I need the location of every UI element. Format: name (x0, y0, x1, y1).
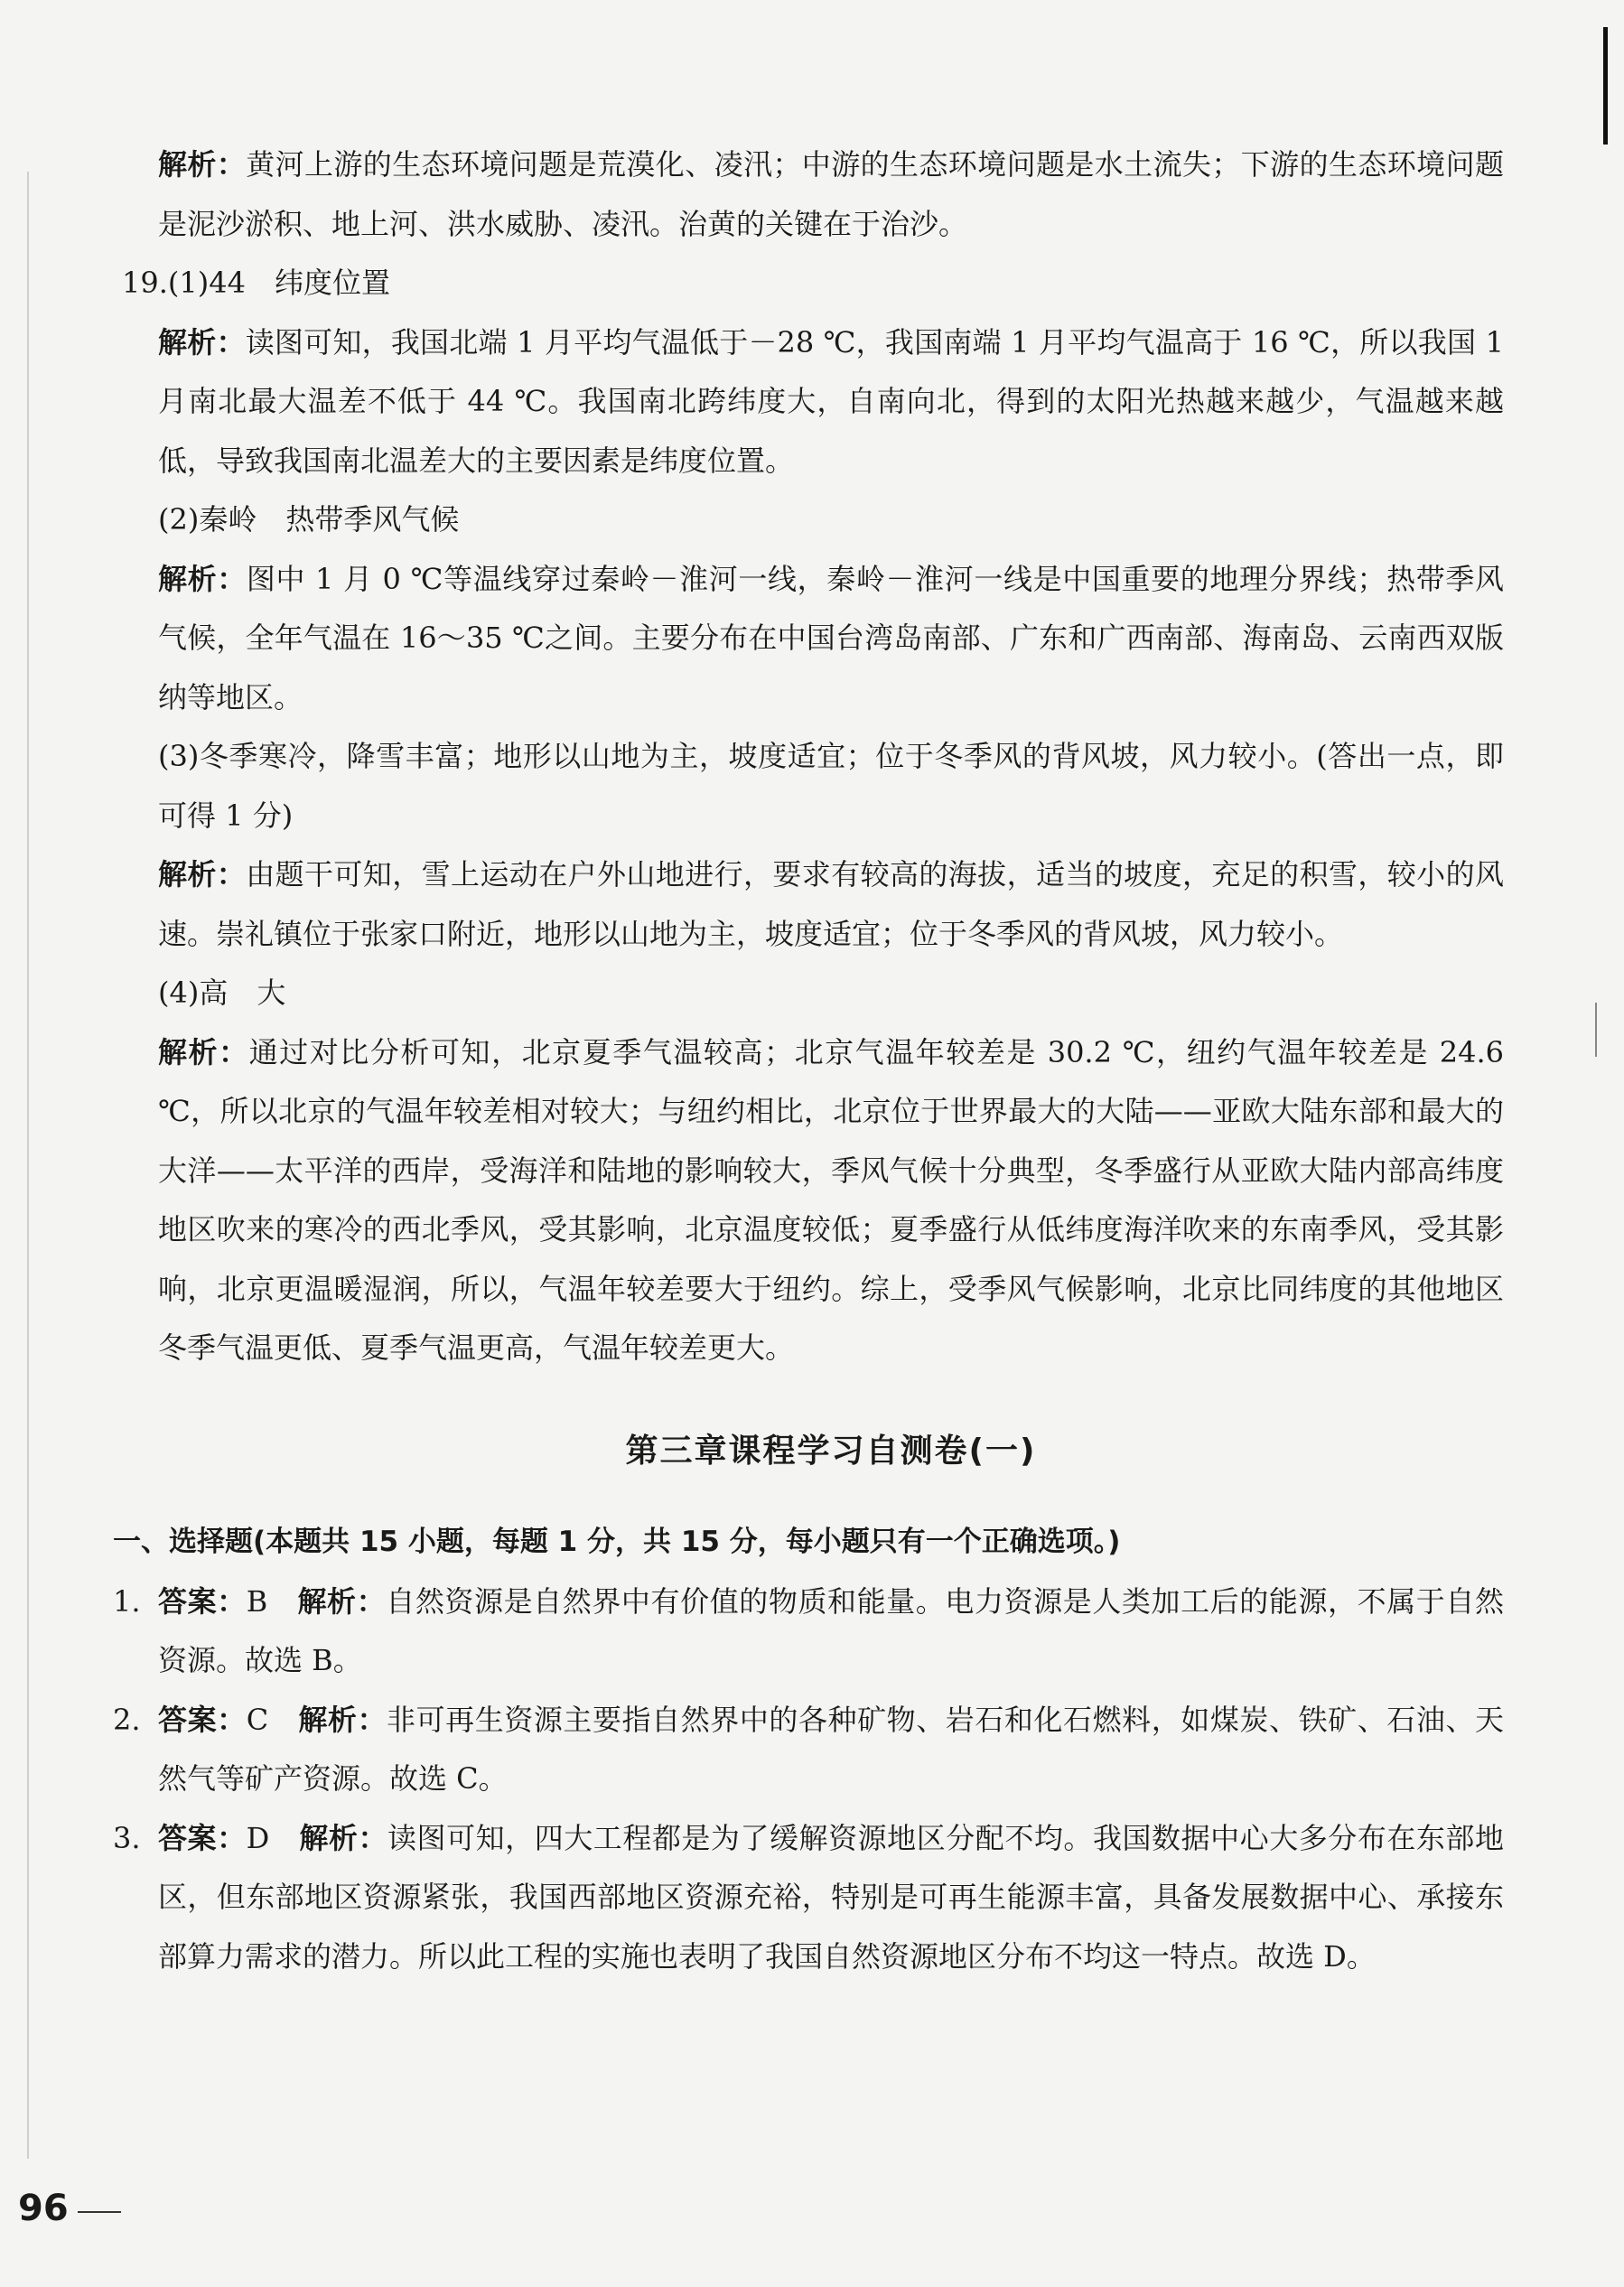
answer-number: 1. (113, 1583, 141, 1619)
q19-part-1-analysis (158, 313, 1504, 491)
analysis-text: 自然资源是自然界中有价值的物质和能量。电力资源是人类加工后的能源，不属于自然资源。故选 B。 (158, 1583, 1504, 1677)
answer-number: 2. (113, 1702, 141, 1737)
answer-item-2 (113, 1691, 1504, 1809)
analysis-text: 读图可知，我国北端 1 月平均气温低于－28 ℃，我国南端 1 月平均气温高于 16 ℃，所以我国 1 月南北最大温差不低于 44 ℃。我国南北跨纬度大，自南向北，得到的太阳光热越来越少，气温越来越低，导致我国南北温差大的主要因素是纬度位置。 (158, 324, 1504, 478)
binding-mark-small (1595, 1003, 1597, 1057)
answer-content (158, 1809, 1504, 1987)
analysis-label: 解析： (158, 1034, 249, 1069)
analysis-text: 非可再生资源主要指自然界中的各种矿物、岩石和化石燃料，如煤炭、铁矿、石油、天然气等矿产资源。故选 C。 (158, 1702, 1504, 1796)
answer-list (113, 1573, 1504, 1987)
answer-choice: B (246, 1583, 268, 1619)
analysis-label: 解析： (158, 561, 247, 596)
intro-analysis (158, 135, 1504, 254)
chapter-title: 第三章课程学习自测卷(一) (625, 1432, 1037, 1470)
answer-label: 答案： (158, 1820, 247, 1855)
analysis-text: 图中 1 月 0 ℃等温线穿过秦岭－淮河一线，秦岭－淮河一线是中国重要的地理分界线；热带季风气候，全年气温在 16～35 ℃之间。主要分布在中国台湾岛南部、广东和广西南部、海南岛、云南西双版纳等地区。 (158, 561, 1504, 714)
q19-part-3-answer: (3)冬季寒冷，降雪丰富；地形以山地为主，坡度适宜；位于冬季风的背风坡，风力较小。(答出一点，即可得 1 分) (158, 739, 1504, 833)
section-title: 一、选择题(本题共 15 小题，每题 1 分，共 15 分，每小题只有一个正确选项。) (113, 1526, 1121, 1558)
answer-choice: D (246, 1820, 270, 1855)
analysis-label: 解析： (297, 1583, 387, 1619)
analysis-text: 读图可知，四大工程都是为了缓解资源地区分配不均。我国数据中心大多分布在东部地区，但东部地区资源紧张，我国西部地区资源充裕，特别是可再生能源丰富，具备发展数据中心、承接东部算力需求的潜力。所以此工程的实施也表明了我国自然资源地区分布不均这一特点。故选 D。 (158, 1820, 1504, 1974)
analysis-label: 解析： (299, 1820, 387, 1855)
answer-choice: C (246, 1702, 269, 1737)
answer-number: 3. (113, 1820, 141, 1855)
q19-part-3-analysis (158, 845, 1504, 964)
q19-part-2-analysis (158, 550, 1504, 728)
q19-part-2-answer: (2)秦岭 热带季风气候 (158, 502, 460, 537)
answer-content (158, 1691, 1504, 1809)
question-number: 19. (122, 266, 168, 300)
answer-label: 答案： (158, 1583, 247, 1619)
margin-rule (27, 172, 29, 2159)
q19-part-1-answer (122, 254, 1504, 313)
question-19 (122, 254, 1504, 1378)
answer-item-3 (113, 1809, 1504, 1987)
part-answer: (1)44 纬度位置 (167, 266, 390, 300)
answer-content (158, 1573, 1504, 1691)
analysis-text: 黄河上游的生态环境问题是荒漠化、凌汛；中游的生态环境问题是水土流失；下游的生态环境问题是泥沙淤积、地上河、洪水威胁、凌汛。治黄的关键在于治沙。 (158, 147, 1504, 241)
answer-key-body (113, 135, 1504, 1986)
analysis-text: 由题干可知，雪上运动在户外山地进行，要求有较高的海拔，适当的坡度，充足的积雪，较小的风速。崇礼镇位于张家口附近，地形以山地为主，坡度适宜；位于冬季风的背风坡，风力较小。 (158, 857, 1504, 951)
q19-part-4-answer: (4)高 大 (158, 975, 286, 1010)
analysis-text: 通过对比分析可知，北京夏季气温较高；北京气温年较差是 30.2 ℃，纽约气温年较差是 24.6 ℃，所以北京的气温年较差相对较大；与纽约相比，北京位于世界最大的大陆——亚欧大陆东部和最大的大洋——太平洋的西岸，受海洋和陆地的影响较大，季风气候十分典型，冬季盛行从亚欧大陆内部高纬度地区吹来的寒冷的西北季风，受其影响，北京温度较低；夏季盛行从低纬度海洋吹来的东南季风，受其影响，北京更温暖湿润，所以，气温年较差要大于纽约。综上，受季风气候影响，北京比同纬度的其他地区冬季气温更低、夏季气温更高，气温年较差更大。 (158, 1034, 1504, 1365)
analysis-label: 解析： (298, 1702, 387, 1737)
analysis-label: 解析： (158, 857, 247, 891)
q19-part-4-analysis (158, 1023, 1504, 1378)
page-number: 96 (18, 2188, 69, 2229)
page-number-dash (78, 2211, 121, 2213)
analysis-label: 解析： (158, 324, 246, 359)
analysis-label: 解析： (158, 147, 247, 182)
answer-item-1 (113, 1573, 1504, 1691)
answer-label: 答案： (158, 1702, 247, 1737)
binding-mark (1603, 27, 1608, 145)
